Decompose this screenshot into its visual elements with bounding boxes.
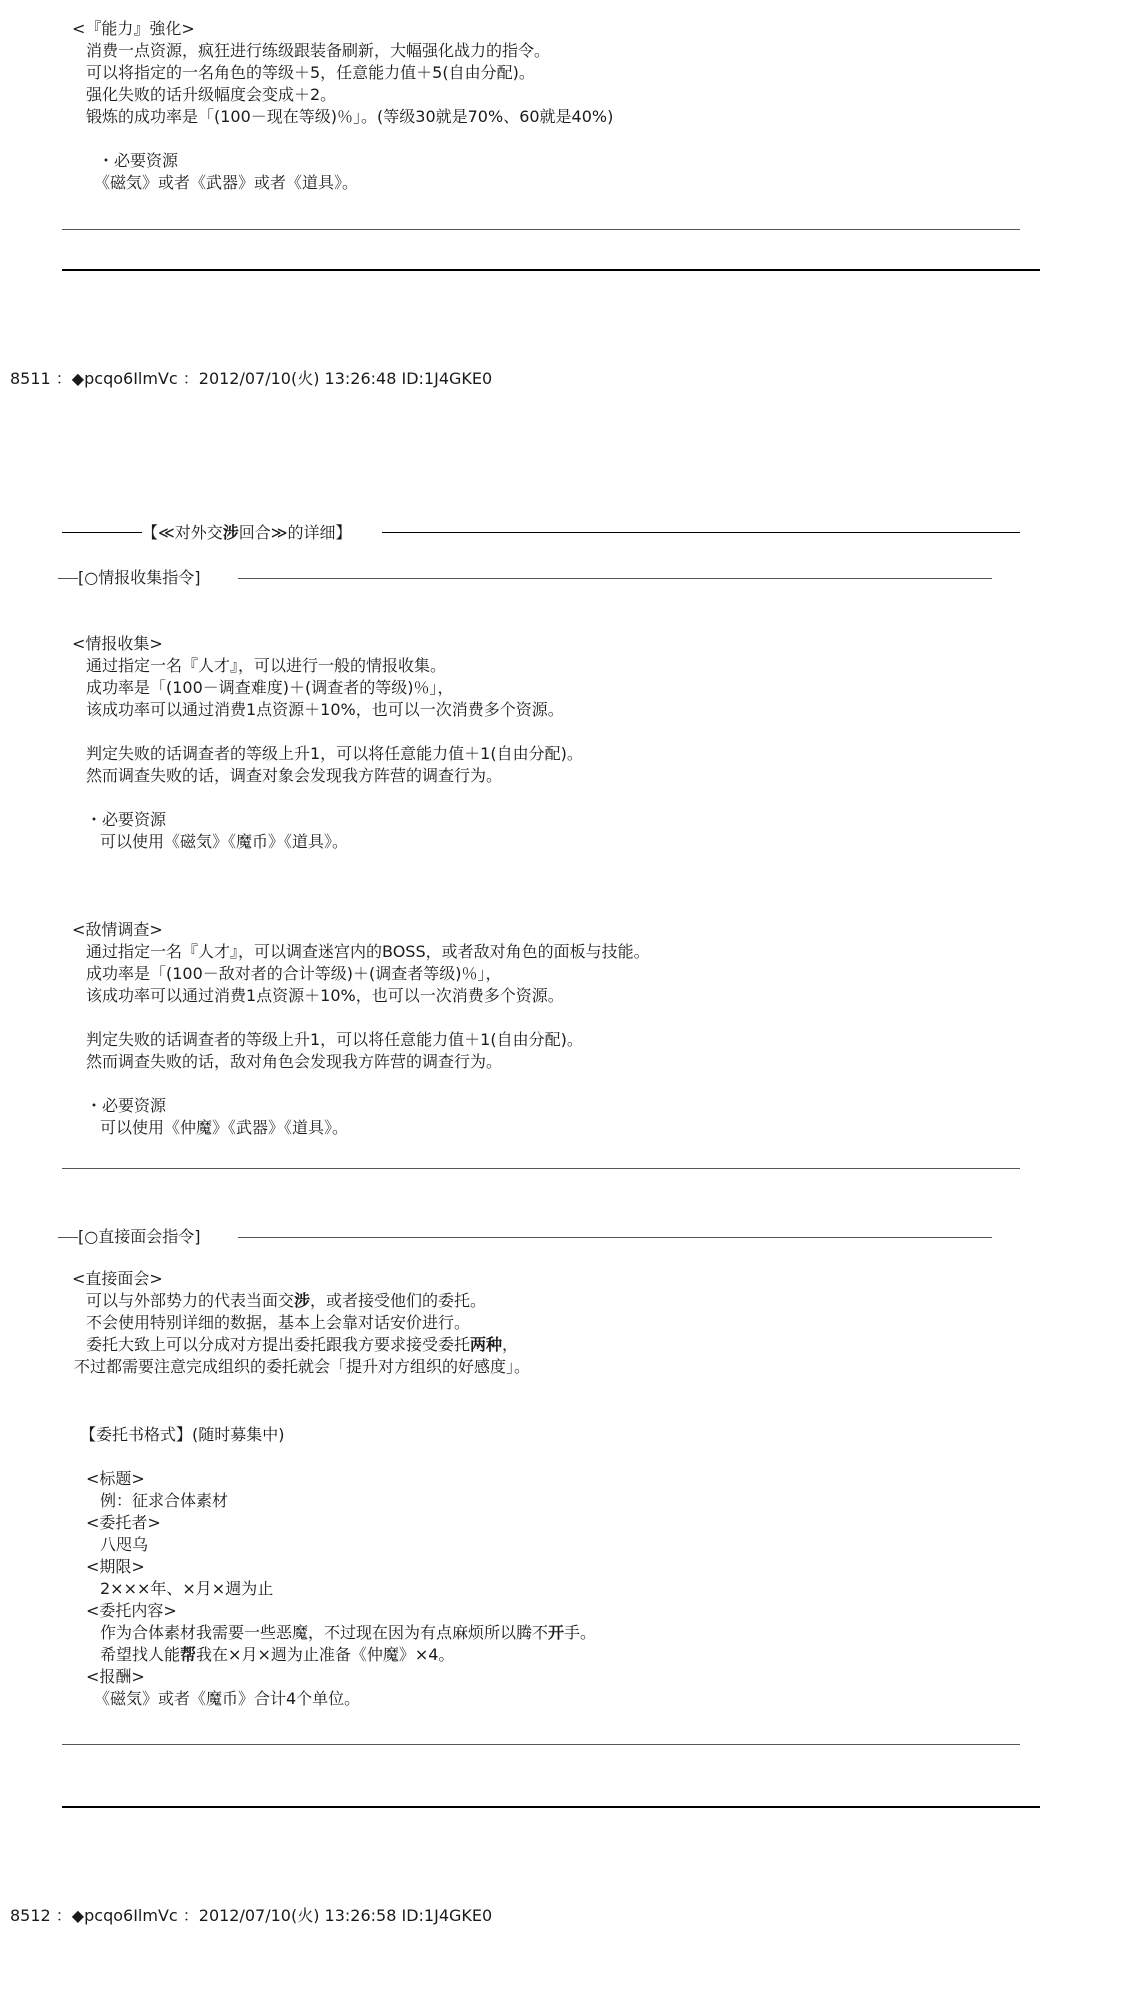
subsection-rule-right xyxy=(238,578,992,579)
meet-line-2: 不会使用特别详细的数据，基本上会靠对话安价进行。 xyxy=(86,1313,471,1332)
ability-line-2: 可以将指定的一名角色的等级＋5，任意能力值＋5(自由分配)。 xyxy=(86,63,535,82)
divider xyxy=(62,1744,1020,1745)
meet-line-1-post: ，或者接受他们的委托。 xyxy=(310,1291,487,1310)
section-title-bold: 涉 xyxy=(222,523,239,542)
ability-line-1: 消费一点资源，疯狂进行练级跟装备刷新，大幅强化战力的指令。 xyxy=(86,41,551,60)
meet-line-3-post: ， xyxy=(502,1335,519,1354)
info-req-value: 可以使用《磁気》《魔币》《道具》。 xyxy=(100,832,349,851)
section-title-post: 回合≫的详细】 xyxy=(238,523,352,542)
ability-line-4: 锻炼的成功率是「(100－现在等级)％」。(等级30就是70%、60就是40%) xyxy=(86,107,614,126)
subsection-rule-right xyxy=(238,1237,992,1238)
format-content-1-pre: 作为合体素材我需要一些恶魔，不过现在因为有点麻烦所以腾不 xyxy=(100,1623,549,1642)
format-client-value: 八咫乌 xyxy=(100,1535,149,1554)
section-title-pre: 【≪对外交 xyxy=(142,523,223,542)
format-title-value: 例：征求合体素材 xyxy=(100,1491,229,1510)
divider xyxy=(62,229,1020,230)
post-header: 8511 ：◆pcqo6IlmVc ：2012/07/10(火) 13:26:48 ID:1J4GKE0 xyxy=(10,369,493,388)
section-rule-left xyxy=(62,532,142,533)
info-heading: <情报收集> xyxy=(72,634,163,653)
info-line-2: 成功率是「(100－调查难度)＋(调查者的等级)％」， xyxy=(86,678,454,697)
info-line-1: 通过指定一名『人才』，可以进行一般的情报收集。 xyxy=(86,656,447,675)
meet-line-1-pre: 可以与外部势力的代表当面交 xyxy=(86,1291,295,1310)
info-fail-line-1: 判定失败的话调查者的等级上升1，可以将任意能力值＋1(自由分配)。 xyxy=(86,744,583,763)
format-content-1-bold: 开 xyxy=(548,1623,565,1642)
format-content-line-1 xyxy=(100,1622,596,1643)
post-divider xyxy=(62,269,1040,271)
format-content-1-post: 手。 xyxy=(564,1623,597,1642)
enemy-heading: <敌情调查> xyxy=(72,920,163,939)
info-header: [○情报收集指令] xyxy=(78,568,201,587)
enemy-req-title: ・必要资源 xyxy=(86,1096,167,1115)
format-content-label: <委托内容> xyxy=(86,1601,177,1620)
meet-line-1 xyxy=(86,1290,486,1311)
ability-req-value: 《磁気》或者《武器》或者《道具》。 xyxy=(94,173,359,192)
ability-line-3: 强化失败的话升级幅度会变成＋2。 xyxy=(86,85,337,104)
post-header: 8512 ：◆pcqo6IlmVc ：2012/07/10(火) 13:26:58 ID:1J4GKE0 xyxy=(10,1906,493,1925)
info-line-3: 该成功率可以通过消费1点资源＋10%，也可以一次消费多个资源。 xyxy=(86,700,564,719)
meet-line-4: 不过都需要注意完成组织的委托就会「提升对方组织的好感度」。 xyxy=(74,1357,531,1376)
meet-header: [○直接面会指令] xyxy=(78,1227,201,1246)
format-content-2-bold: 帮 xyxy=(180,1645,197,1664)
format-reward-label: <报酬> xyxy=(86,1667,145,1686)
ability-heading: <『能力』強化> xyxy=(72,19,195,38)
format-title-label: <标题> xyxy=(86,1469,145,1488)
format-content-2-post: 我在×月×週为止准备《仲魔》×4。 xyxy=(196,1645,455,1664)
subsection-rule-left xyxy=(58,1237,78,1238)
info-fail-line-2: 然而调查失败的话，调查对象会发现我方阵营的调查行为。 xyxy=(86,766,503,785)
request-format-title: 【委托书格式】(随时募集中) xyxy=(80,1425,285,1444)
enemy-fail-line-1: 判定失败的话调查者的等级上升1，可以将任意能力值＋1(自由分配)。 xyxy=(86,1030,583,1049)
enemy-line-2: 成功率是「(100－敌对者的合计等级)＋(调查者等级)％」， xyxy=(86,964,502,983)
meet-line-3-pre: 委托大致上可以分成对方提出委托跟我方要求接受委托 xyxy=(86,1335,471,1354)
enemy-line-3: 该成功率可以通过消费1点资源＋10%，也可以一次消费多个资源。 xyxy=(86,986,564,1005)
meet-line-3 xyxy=(86,1334,518,1355)
enemy-fail-line-2: 然而调查失败的话，敌对角色会发现我方阵营的调查行为。 xyxy=(86,1052,503,1071)
info-req-title: ・必要资源 xyxy=(86,810,167,829)
format-deadline-label: <期限> xyxy=(86,1557,145,1576)
section-rule-right xyxy=(382,532,1020,533)
format-content-line-2 xyxy=(100,1644,454,1665)
post-divider xyxy=(62,1806,1040,1808)
format-reward-value: 《磁気》或者《魔币》合计4个单位。 xyxy=(94,1689,361,1708)
meet-heading: <直接面会> xyxy=(72,1269,163,1288)
ability-req-title: ・必要资源 xyxy=(98,151,179,170)
subsection-rule-left xyxy=(58,578,78,579)
divider xyxy=(62,1168,1020,1169)
meet-line-1-bold: 涉 xyxy=(294,1291,311,1310)
format-deadline-value: 2×××年、×月×週为止 xyxy=(100,1579,274,1598)
enemy-line-1: 通过指定一名『人才』，可以调查迷宫内的BOSS，或者敌对角色的面板与技能。 xyxy=(86,942,650,961)
format-client-label: <委托者> xyxy=(86,1513,161,1532)
meet-line-3-bold: 两种 xyxy=(470,1335,503,1354)
format-content-2-pre: 希望找人能 xyxy=(100,1645,181,1664)
section-title xyxy=(142,522,352,543)
enemy-req-value: 可以使用《仲魔》《武器》《道具》。 xyxy=(100,1118,349,1137)
